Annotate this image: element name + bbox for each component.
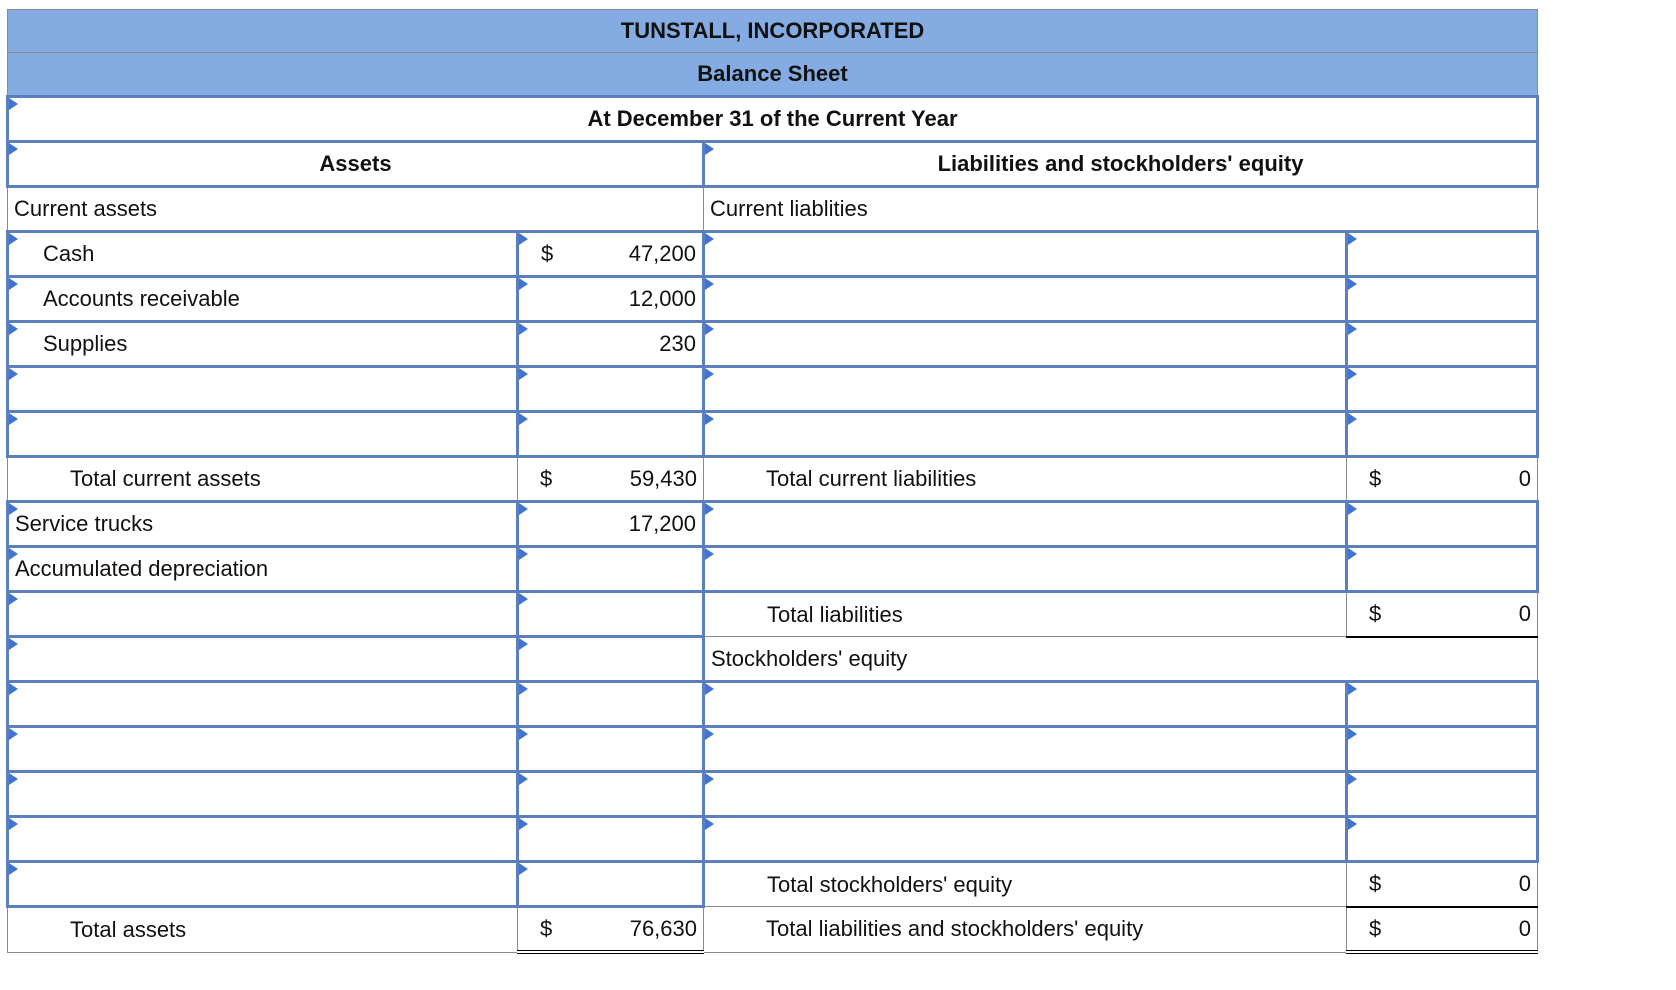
- total-stockholders-equity-cell: [1347, 862, 1538, 907]
- current-assets-label: Current assets: [8, 187, 704, 232]
- asset-amount-input[interactable]: [518, 412, 704, 457]
- liability-amount-input[interactable]: [1347, 322, 1538, 367]
- total-liabilities-and-equity-dollar-sign: $: [1369, 915, 1382, 941]
- equity-name-input[interactable]: [704, 727, 1347, 772]
- table-row: [8, 862, 1538, 907]
- table-row: [8, 772, 1538, 817]
- asset-amount-input[interactable]: [518, 727, 704, 772]
- total-current-assets-label: Total current assets: [8, 457, 518, 502]
- date-row: [8, 97, 1538, 142]
- total-stockholders-equity-dollar-sign: $: [1369, 871, 1382, 897]
- liability-name-input[interactable]: [704, 502, 1347, 547]
- total-assets-value: 76,630: [629, 916, 697, 941]
- table-row: [8, 322, 1538, 367]
- asset-amount-input[interactable]: [518, 862, 704, 907]
- statement-title: Balance Sheet: [8, 53, 1538, 97]
- equity-name-input[interactable]: [704, 682, 1347, 727]
- total-stockholders-equity-value: 0: [1518, 871, 1531, 897]
- asset-name-input[interactable]: [8, 412, 518, 457]
- liability-name-input[interactable]: [704, 277, 1347, 322]
- service-trucks-label[interactable]: Service trucks: [8, 502, 518, 547]
- total-liabilities-dollar-sign: $: [1369, 601, 1382, 627]
- equity-amount-input[interactable]: [1347, 682, 1538, 727]
- total-assets-cell: [518, 907, 704, 953]
- table-row: [8, 817, 1538, 862]
- equity-name-input[interactable]: [704, 817, 1347, 862]
- total-current-liabilities-cell: [1347, 457, 1538, 502]
- table-row: [8, 187, 1538, 232]
- total-liabilities-label: Total liabilities: [704, 592, 1347, 637]
- equity-amount-input[interactable]: [1347, 772, 1538, 817]
- liability-amount-input[interactable]: [1347, 502, 1538, 547]
- asset-amount-input[interactable]: [518, 592, 704, 637]
- table-row: [8, 727, 1538, 772]
- asset-name-input[interactable]: [8, 862, 518, 907]
- total-liabilities-and-equity-value: 0: [1518, 915, 1531, 941]
- asset-amount-input[interactable]: [518, 682, 704, 727]
- table-row: [8, 502, 1538, 547]
- equity-amount-input[interactable]: [1347, 817, 1538, 862]
- title-row: [8, 10, 1538, 53]
- total-current-liabilities-label: Total current liabilities: [704, 457, 1347, 502]
- accumulated-depreciation-label[interactable]: Accumulated depreciation: [8, 547, 518, 592]
- total-assets-dollar-sign: $: [540, 916, 553, 941]
- liability-amount-input[interactable]: [1347, 232, 1538, 277]
- liability-amount-input[interactable]: [1347, 547, 1538, 592]
- stockholders-equity-label: Stockholders' equity: [704, 637, 1538, 682]
- liability-amount-input[interactable]: [1347, 277, 1538, 322]
- accounts-receivable-value[interactable]: 12,000: [518, 277, 704, 322]
- table-row: [8, 547, 1538, 592]
- table-row: [8, 592, 1538, 637]
- date-line[interactable]: At December 31 of the Current Year: [8, 97, 1538, 142]
- asset-amount-input[interactable]: [518, 637, 704, 682]
- table-row: [8, 277, 1538, 322]
- liability-name-input[interactable]: [704, 412, 1347, 457]
- asset-name-input[interactable]: [8, 727, 518, 772]
- equity-amount-input[interactable]: [1347, 727, 1538, 772]
- asset-amount-input[interactable]: [518, 817, 704, 862]
- table-row: [8, 367, 1538, 412]
- accounts-receivable-label[interactable]: Accounts receivable: [8, 277, 518, 322]
- table-row: [8, 457, 1538, 502]
- balance-sheet-table: [6, 9, 1539, 954]
- cash-value: 47,200: [628, 241, 696, 266]
- liability-name-input[interactable]: [704, 547, 1347, 592]
- asset-amount-input[interactable]: [518, 367, 704, 412]
- total-current-assets-cell: [518, 457, 704, 502]
- total-current-liabilities-value: 0: [1518, 466, 1531, 491]
- table-row: [8, 232, 1538, 277]
- total-liabilities-and-equity-label: Total liabilities and stockholders' equity: [704, 907, 1347, 953]
- supplies-value[interactable]: 230: [518, 322, 704, 367]
- asset-amount-input[interactable]: [518, 772, 704, 817]
- section-header-row: [8, 142, 1538, 187]
- service-trucks-value[interactable]: 17,200: [518, 502, 704, 547]
- total-liabilities-value: 0: [1518, 601, 1531, 627]
- total-liabilities-cell: [1347, 592, 1538, 637]
- liability-amount-input[interactable]: [1347, 367, 1538, 412]
- total-assets-label: Total assets: [8, 907, 518, 953]
- total-current-assets-value: 59,430: [629, 466, 697, 491]
- liability-name-input[interactable]: [704, 232, 1347, 277]
- current-liabilities-label: Current liablities: [704, 187, 1538, 232]
- assets-header[interactable]: Assets: [8, 142, 704, 187]
- table-row: [8, 682, 1538, 727]
- total-liabilities-and-equity-cell: [1347, 907, 1538, 953]
- table-row: [8, 637, 1538, 682]
- cash-dollar-sign: $: [541, 241, 554, 266]
- asset-name-input[interactable]: [8, 367, 518, 412]
- total-current-assets-dollar-sign: $: [540, 466, 553, 491]
- table-row: [8, 907, 1538, 953]
- asset-name-input[interactable]: [8, 682, 518, 727]
- asset-name-input[interactable]: [8, 637, 518, 682]
- supplies-label[interactable]: Supplies: [8, 322, 518, 367]
- asset-name-input[interactable]: [8, 592, 518, 637]
- accumulated-depreciation-input[interactable]: [518, 547, 704, 592]
- total-stockholders-equity-label: Total stockholders' equity: [704, 862, 1347, 907]
- equity-name-input[interactable]: [704, 772, 1347, 817]
- table-row: [8, 412, 1538, 457]
- liability-amount-input[interactable]: [1347, 412, 1538, 457]
- liability-name-input[interactable]: [704, 367, 1347, 412]
- asset-name-input[interactable]: [8, 772, 518, 817]
- asset-name-input[interactable]: [8, 817, 518, 862]
- company-name: TUNSTALL, INCORPORATED: [8, 10, 1538, 53]
- liability-name-input[interactable]: [704, 322, 1347, 367]
- cash-label[interactable]: Cash: [8, 232, 518, 277]
- total-current-liabilities-dollar-sign: $: [1369, 466, 1382, 491]
- statement-row: [8, 53, 1538, 97]
- cash-value-cell[interactable]: [518, 232, 704, 277]
- liabilities-header[interactable]: Liabilities and stockholders' equity: [704, 142, 1538, 187]
